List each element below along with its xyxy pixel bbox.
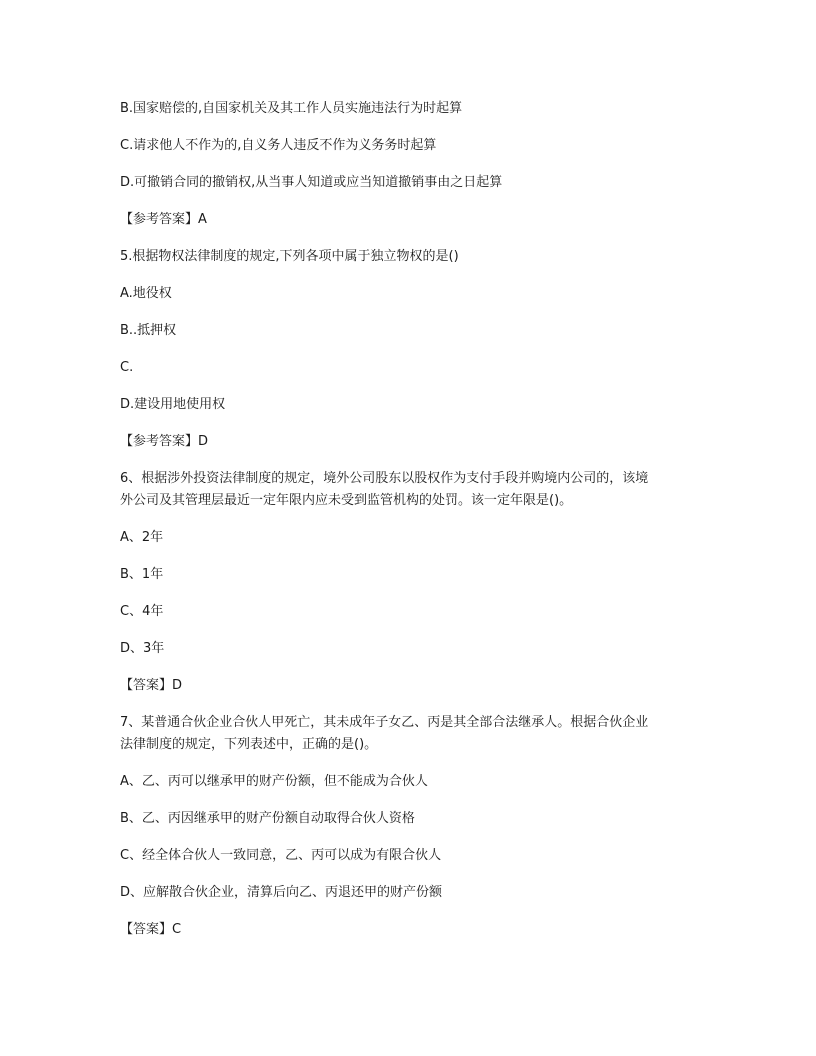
q5-question: 5.根据物权法律制度的规定,下列各项中属于独立物权的是() xyxy=(120,249,459,264)
q6-question xyxy=(120,468,700,512)
q7-question-line1: 7、某普通合伙企业合伙人甲死亡，其未成年子女乙、丙是其全部合法继承人。根据合伙企业 xyxy=(120,715,649,730)
q4-option-c: C.请求他人不作为的,自义务人违反不作为义务务时起算 xyxy=(120,138,437,153)
q4-option-d: D.可撤销合同的撤销权,从当事人知道或应当知道撤销事由之日起算 xyxy=(120,175,503,190)
q5-option-b: B..抵押权 xyxy=(120,323,177,338)
q7-option-b: B、乙、丙因继承甲的财产份额自动取得合伙人资格 xyxy=(120,811,415,826)
q7-option-c: C、经全体合伙人一致同意，乙、丙可以成为有限合伙人 xyxy=(120,848,442,863)
q7-question xyxy=(120,712,700,756)
q5-option-d: D.建设用地使用权 xyxy=(120,397,226,412)
document-content xyxy=(120,98,700,941)
q6-option-c: C、4年 xyxy=(120,604,164,619)
q6-option-b: B、1年 xyxy=(120,567,164,582)
q6-answer: 【答案】D xyxy=(120,678,183,693)
q4-option-b: B.国家赔偿的,自国家机关及其工作人员实施违法行为时起算 xyxy=(120,101,463,116)
q6-option-d: D、3年 xyxy=(120,641,165,656)
q5-option-c: C. xyxy=(120,360,134,375)
q4-answer: 【参考答案】A xyxy=(120,212,207,227)
q5-answer: 【参考答案】D xyxy=(120,434,209,449)
q6-question-line2: 外公司及其管理层最近一定年限内应未受到监管机构的处罚。该一定年限是()。 xyxy=(120,493,573,508)
q7-question-line2: 法律制度的规定，下列表述中，正确的是()。 xyxy=(120,737,378,752)
q7-answer: 【答案】C xyxy=(120,922,182,937)
q6-question-line1: 6、根据涉外投资法律制度的规定，境外公司股东以股权作为支付手段并购境内公司的，该境 xyxy=(120,471,649,486)
q7-option-d: D、应解散合伙企业，清算后向乙、丙退还甲的财产份额 xyxy=(120,885,443,900)
q7-option-a: A、乙、丙可以继承甲的财产份额，但不能成为合伙人 xyxy=(120,774,428,789)
q5-option-a: A.地役权 xyxy=(120,286,172,301)
q6-option-a: A、2年 xyxy=(120,530,164,545)
